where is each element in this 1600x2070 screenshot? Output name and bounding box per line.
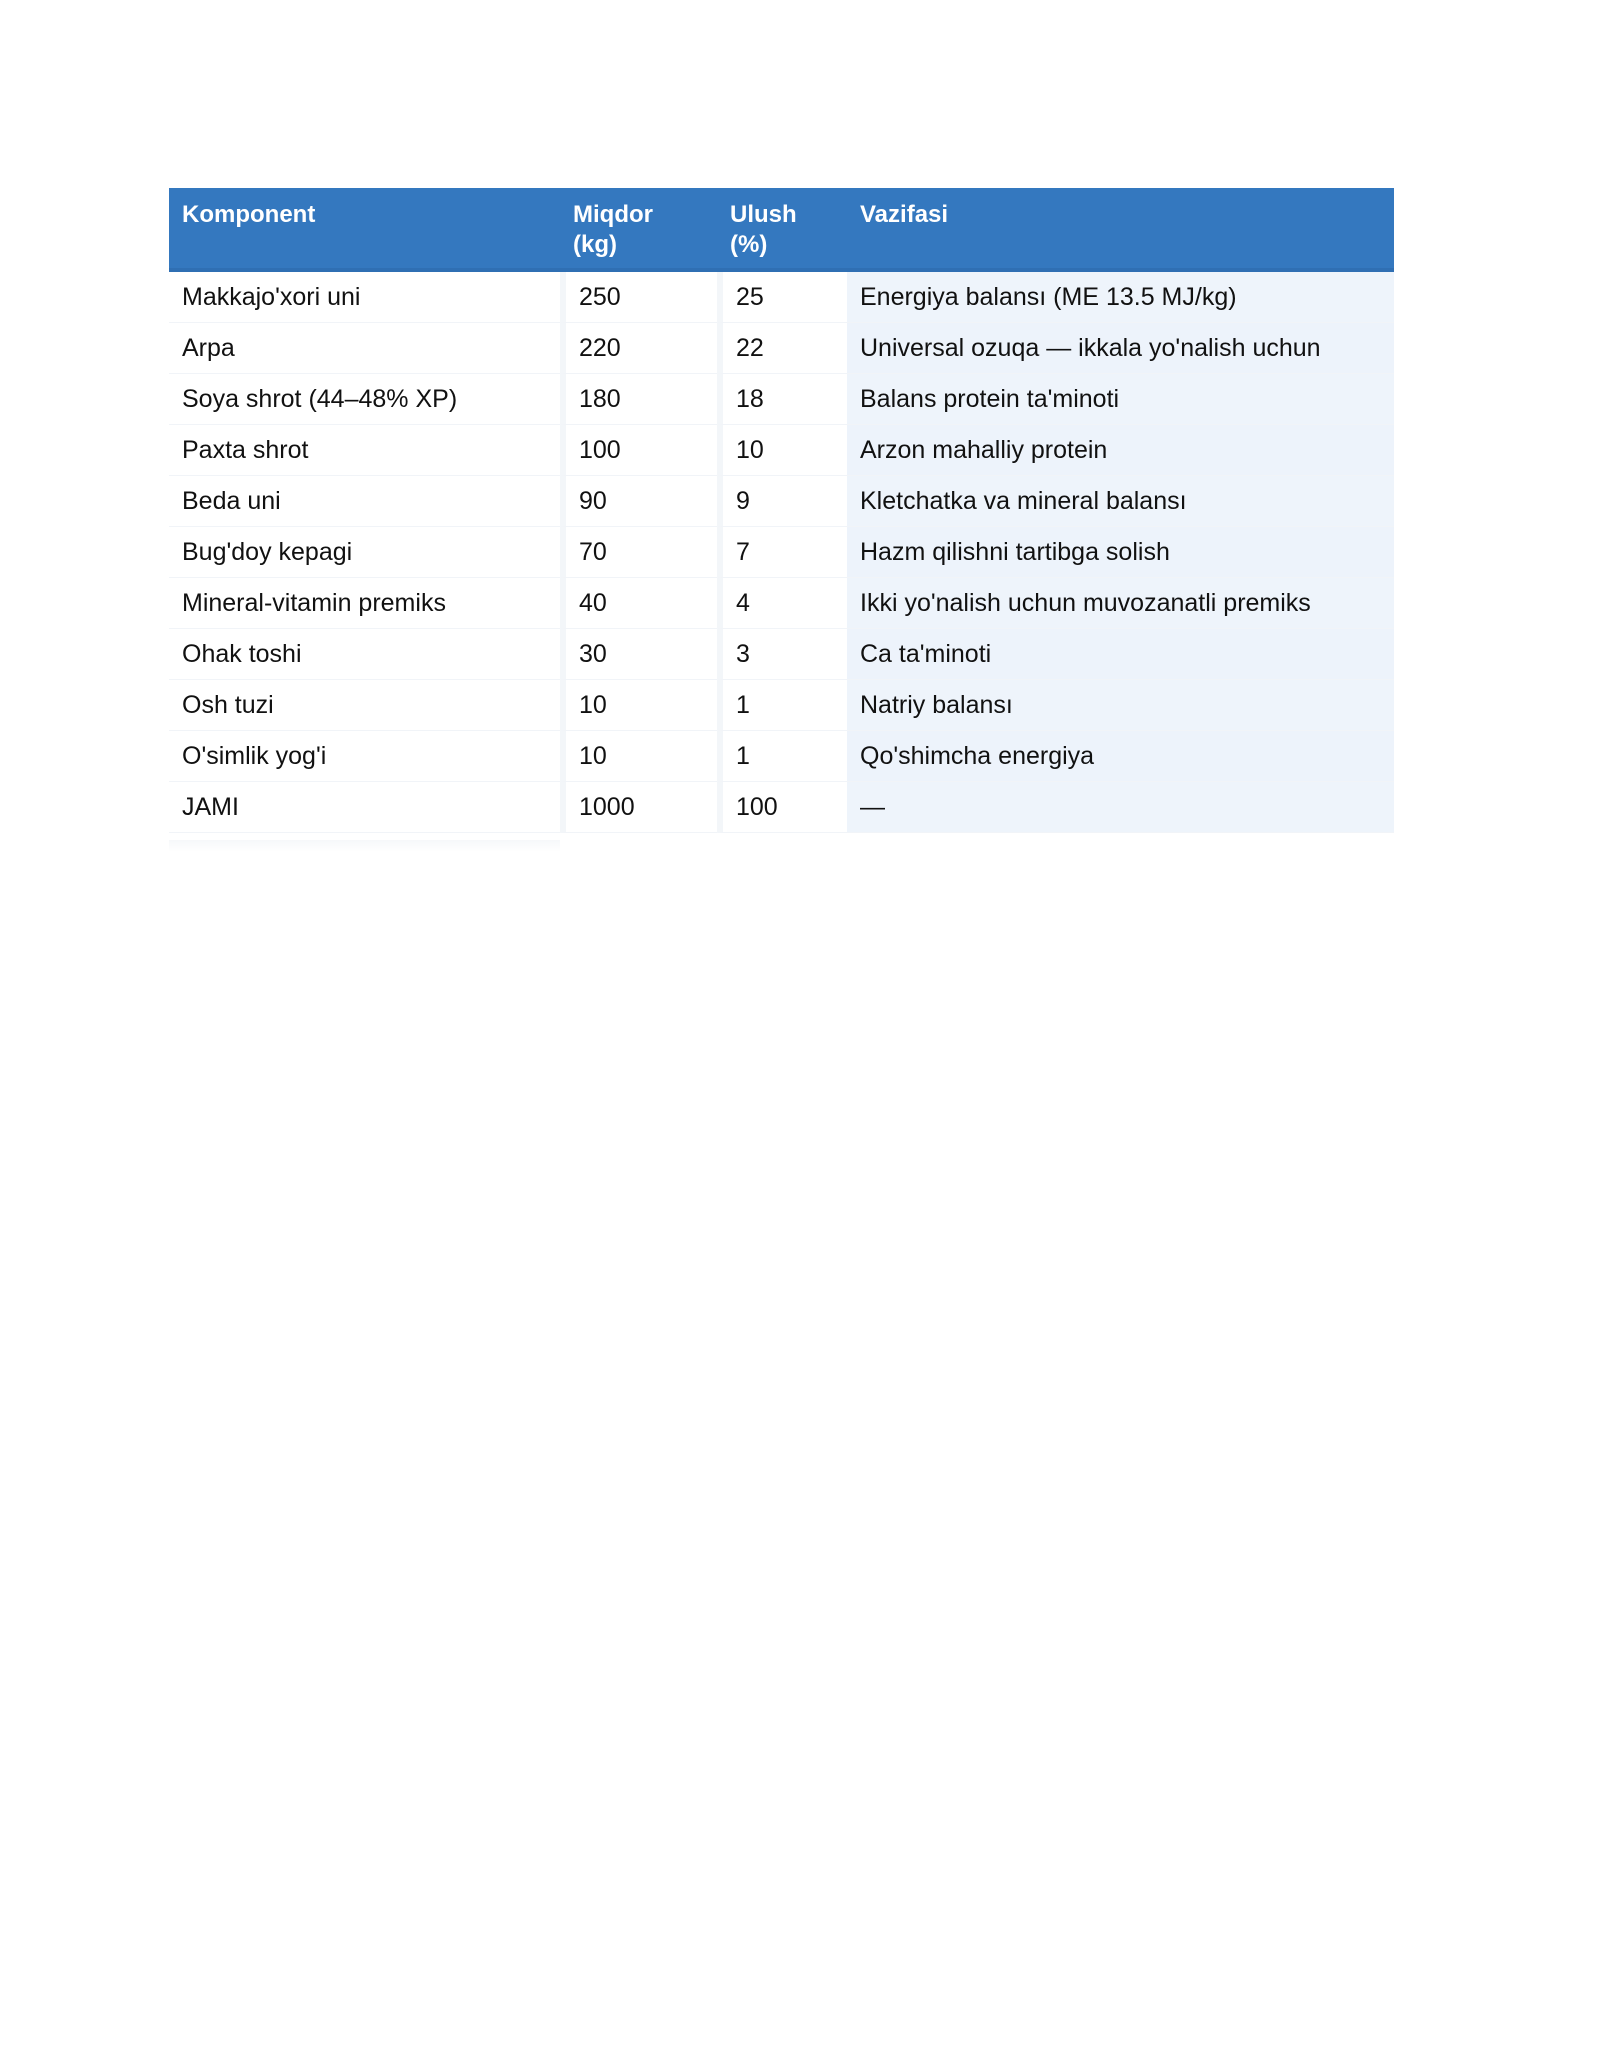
cell-miqdor: 250 — [560, 272, 717, 323]
cell-ulush: 10 — [717, 425, 847, 476]
cell-vazifasi: Hazm qilishni tartibga solish — [847, 527, 1394, 578]
cell-ulush: 25 — [717, 272, 847, 323]
table-row — [169, 374, 1394, 425]
cell-vazifasi: Universal ozuqa — ikkala yo'nalish uchun — [847, 323, 1394, 374]
cell-ulush: 1 — [717, 731, 847, 782]
cell-komponent: Arpa — [169, 323, 560, 374]
table-row — [169, 578, 1394, 629]
table-body — [169, 272, 1394, 833]
cell-ulush: 4 — [717, 578, 847, 629]
cell-komponent: Bug'doy kepagi — [169, 527, 560, 578]
cell-miqdor: 10 — [560, 680, 717, 731]
cell-vazifasi: Ikki yo'nalish uchun muvozanatli premiks — [847, 578, 1394, 629]
cell-vazifasi: Balans protein ta'minoti — [847, 374, 1394, 425]
cell-miqdor: 90 — [560, 476, 717, 527]
total-row — [169, 782, 1394, 833]
cell-miqdor-total: 1000 — [560, 782, 717, 833]
cell-miqdor: 30 — [560, 629, 717, 680]
table-bottom-shadow — [169, 840, 560, 852]
header-ulush-line2: (%) — [730, 231, 768, 258]
cell-ulush: 7 — [717, 527, 847, 578]
header-miqdor-line1: Miqdor — [573, 201, 653, 228]
cell-miqdor: 100 — [560, 425, 717, 476]
table-row — [169, 680, 1394, 731]
header-komponent: Komponent — [169, 188, 560, 272]
header-vazifasi: Vazifasi — [847, 188, 1394, 272]
table-row — [169, 629, 1394, 680]
cell-vazifasi: Energiya balansı (ME 13.5 MJ/kg) — [847, 272, 1394, 323]
table-row — [169, 731, 1394, 782]
cell-komponent: Beda uni — [169, 476, 560, 527]
table-row — [169, 323, 1394, 374]
header-ulush-line1: Ulush — [730, 201, 797, 228]
cell-vazifasi: Arzon mahalliy protein — [847, 425, 1394, 476]
table-row — [169, 527, 1394, 578]
cell-komponent: Paxta shrot — [169, 425, 560, 476]
cell-ulush: 9 — [717, 476, 847, 527]
feed-composition-table — [169, 188, 1394, 833]
cell-ulush: 18 — [717, 374, 847, 425]
cell-ulush: 1 — [717, 680, 847, 731]
cell-komponent: Makkajo'xori uni — [169, 272, 560, 323]
table-row — [169, 425, 1394, 476]
table-row — [169, 476, 1394, 527]
cell-miqdor: 70 — [560, 527, 717, 578]
cell-komponent: Soya shrot (44–48% XP) — [169, 374, 560, 425]
cell-vazifasi: Natriy balansı — [847, 680, 1394, 731]
cell-miqdor: 10 — [560, 731, 717, 782]
table-header — [169, 188, 1394, 272]
cell-miqdor: 220 — [560, 323, 717, 374]
cell-ulush: 3 — [717, 629, 847, 680]
cell-ulush: 22 — [717, 323, 847, 374]
header-miqdor-line2: (kg) — [573, 231, 617, 258]
cell-miqdor: 180 — [560, 374, 717, 425]
cell-vazifasi-total: — — [847, 782, 1394, 833]
cell-komponent: Mineral-vitamin premiks — [169, 578, 560, 629]
table-row — [169, 272, 1394, 323]
header-ulush — [717, 188, 847, 272]
cell-komponent-total: JAMI — [169, 782, 560, 833]
cell-ulush-total: 100 — [717, 782, 847, 833]
cell-komponent: O'simlik yog'i — [169, 731, 560, 782]
cell-vazifasi: Kletchatka va mineral balansı — [847, 476, 1394, 527]
header-row — [169, 188, 1394, 272]
cell-vazifasi: Qo'shimcha energiya — [847, 731, 1394, 782]
header-miqdor — [560, 188, 717, 272]
cell-komponent: Osh tuzi — [169, 680, 560, 731]
cell-komponent: Ohak toshi — [169, 629, 560, 680]
cell-vazifasi: Ca ta'minoti — [847, 629, 1394, 680]
cell-miqdor: 40 — [560, 578, 717, 629]
